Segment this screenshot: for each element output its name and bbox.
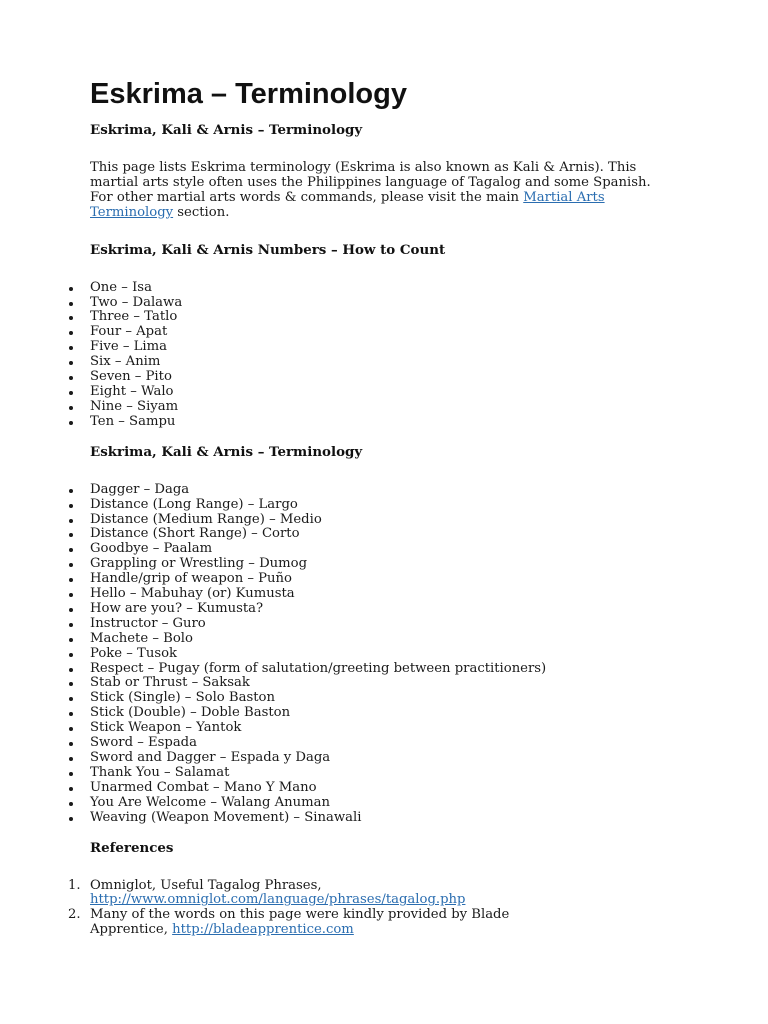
reference-text: Many of the words on this page were kindly provided by Blade Apprentice, <box>90 907 510 938</box>
number-list-item: Seven – Pito <box>90 370 690 385</box>
number-list-item: One – Isa <box>90 281 690 296</box>
term-list-item: Sword – Espada <box>90 736 690 751</box>
term-list-item: Stab or Thrust – Saksak <box>90 676 690 691</box>
term-list-item: Distance (Long Range) – Largo <box>90 498 690 513</box>
reference-item <box>68 907 560 938</box>
term-list-item: Machete – Bolo <box>90 632 690 647</box>
number-list-item: Three – Tatlo <box>90 310 690 325</box>
intro-paragraph <box>90 161 675 221</box>
number-list-item: Two – Dalawa <box>90 296 690 311</box>
numbers-heading: Eskrima, Kali & Arnis Numbers – How to Count <box>90 241 446 258</box>
number-list-item: Six – Anim <box>90 355 690 370</box>
page-title: Eskrima – Terminology <box>90 78 407 110</box>
number-list-item: Five – Lima <box>90 340 690 355</box>
terms-heading: Eskrima, Kali & Arnis – Terminology <box>90 443 363 460</box>
terms-list <box>90 483 690 826</box>
term-list-item: Grappling or Wrestling – Dumog <box>90 557 690 572</box>
term-list-item: Handle/grip of weapon – Puño <box>90 572 690 587</box>
number-list-item: Nine – Siyam <box>90 400 690 415</box>
numbers-list <box>90 281 690 430</box>
document-content <box>68 76 690 938</box>
number-list-item: Ten – Sampu <box>90 415 690 430</box>
term-list-item: Stick Weapon – Yantok <box>90 721 690 736</box>
term-list-item: Instructor – Guro <box>90 617 690 632</box>
martial-arts-terminology-link[interactable]: Martial Arts Terminology <box>90 189 605 220</box>
term-list-item: Stick (Single) – Solo Baston <box>90 691 690 706</box>
intro-text-after: section. <box>173 204 230 220</box>
term-list-item: Sword and Dagger – Espada y Daga <box>90 751 690 766</box>
reference-link[interactable]: http://www.omniglot.com/language/phrases/tagalog.php <box>90 892 466 908</box>
term-list-item: Goodbye – Paalam <box>90 542 690 557</box>
term-list-item: Respect – Pugay (form of salutation/greeting between practitioners) <box>90 662 690 677</box>
reference-number: 1. <box>68 877 81 893</box>
intro-text-before: This page lists Eskrima terminology (Eskrima is also known as Kali & Arnis). This martial arts style often uses the Philippines language of Tagalog and some Spanish. For other martial arts words & commands, please visit the main <box>90 160 651 205</box>
term-list-item: Hello – Mabuhay (or) Kumusta <box>90 587 690 602</box>
number-list-item: Four – Apat <box>90 325 690 340</box>
reference-item <box>68 877 560 909</box>
reference-link[interactable]: http://bladeapprentice.com <box>172 922 354 938</box>
term-list-item: Dagger – Daga <box>90 483 690 498</box>
subtitle-heading: Eskrima, Kali & Arnis – Terminology <box>90 122 363 138</box>
term-list-item: Distance (Medium Range) – Medio <box>90 513 690 528</box>
term-list-item: Unarmed Combat – Mano Y Mano <box>90 781 690 796</box>
number-list-item: Eight – Walo <box>90 385 690 400</box>
reference-number: 2. <box>68 907 81 923</box>
reference-text: Omniglot, Useful Tagalog Phrases, <box>90 877 322 893</box>
term-list-item: Weaving (Weapon Movement) – Sinawali <box>90 811 690 826</box>
term-list-item: Distance (Short Range) – Corto <box>90 527 690 542</box>
term-list-item: Stick (Double) – Doble Baston <box>90 706 690 721</box>
term-list-item: Thank You – Salamat <box>90 766 690 781</box>
term-list-item: How are you? – Kumusta? <box>90 602 690 617</box>
term-list-item: Poke – Tusok <box>90 647 690 662</box>
references-list <box>68 877 560 939</box>
references-heading: References <box>90 839 174 856</box>
term-list-item: You Are Welcome – Walang Anuman <box>90 796 690 811</box>
